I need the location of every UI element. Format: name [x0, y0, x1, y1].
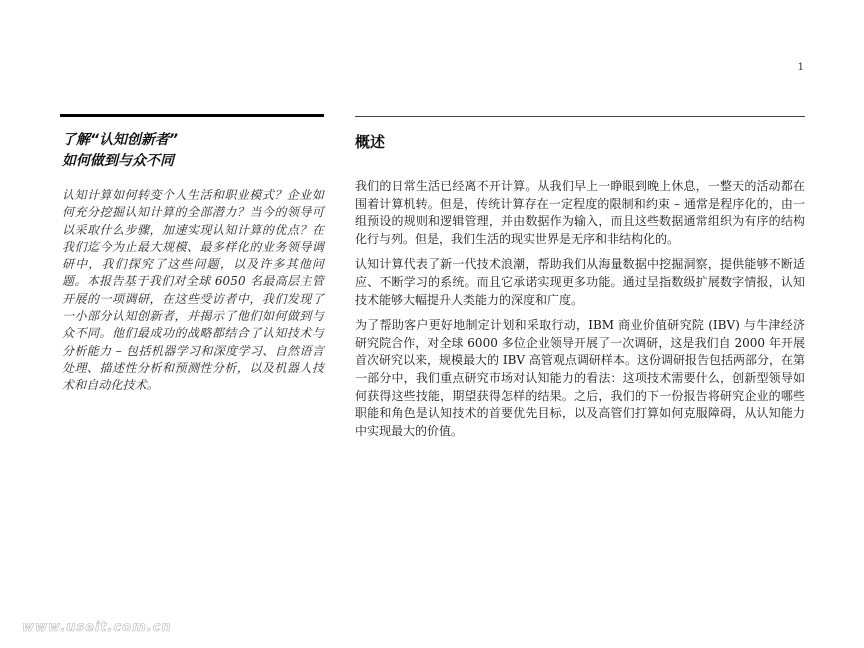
paragraph-1: 我们的日常生活已经离不开计算。从我们早上一睁眼到晚上休息，一整天的活动都在围着计算机转。但是，传统计算存在一定程度的限制和约束 – 通常是程序化的，由一组预设的规则和逻辑管理，并由数据作为输入，而且这些数据通常组织为有序的结构化行与列。但是，我们生活的现实世界是无序和非结构化的。 [355, 179, 805, 246]
sidebar [62, 130, 324, 395]
sidebar-title [62, 130, 324, 172]
page-number: 1 [797, 62, 804, 73]
sidebar-title-line-2: 如何做到与众不同 [62, 153, 174, 169]
paragraph-3: 为了帮助客户更好地制定计划和采取行动，IBM 商业价值研究院 (IBV) 与牛津经济研究院合作，对全球 6000 多位企业领导开展了一次调研，这是我们自 2000 年开展首次研究以来，规模最大的 IBV 高管观点调研样本。这份调研报告包括两部分，在第一部分中，我们重点研究市场对认知能力的看法：这项技术需要什么，创新型领导如何获得这些技能，期望获得怎样的结果。之后，我们的下一份报告将研究企业的哪些职能和角色是认知技术的首要优先目标，以及高管们打算如何克服障碍，从认知能力中实现最大的价值。 [355, 318, 805, 438]
section-heading: 概述 [355, 133, 386, 151]
sidebar-top-rule [60, 114, 324, 117]
main-top-rule [355, 116, 805, 117]
sidebar-body: 认知计算如何转变个人生活和职业模式？企业如何充分挖掘认知计算的全部潜力？当今的领导可以采取什么步骤，加速实现认知计算的优点？在我们迄今为止最大规模、最多样化的业务领导调研中，我们探究了这些问题，以及许多其他问题。本报告基于我们对全球 6050 名最高层主管开展的一项调研，在这些受访者中，我们发现了一小部分认知创新者，并揭示了他们如何做到与众不同。他们最成功的战略都结合了认知技术与分析能力 – 包括机器学习和深度学习、自然语言处理、描述性分析和预测性分析，以及机器人技术和自动化技术。 [62, 188, 324, 393]
main-content [355, 131, 805, 448]
sidebar-title-line-1: 了解“认知创新者” [62, 132, 179, 148]
paragraph-2: 认知计算代表了新一代技术浪潮，帮助我们从海量数据中挖掘洞察，提供能够不断适应、不断学习的系统。而且它承诺实现更多功能。通过呈指数级扩展数字情报，认知技术能够大幅提升人类能力的深度和广度。 [355, 257, 805, 307]
watermark: www.useit.com.cn [22, 620, 172, 635]
